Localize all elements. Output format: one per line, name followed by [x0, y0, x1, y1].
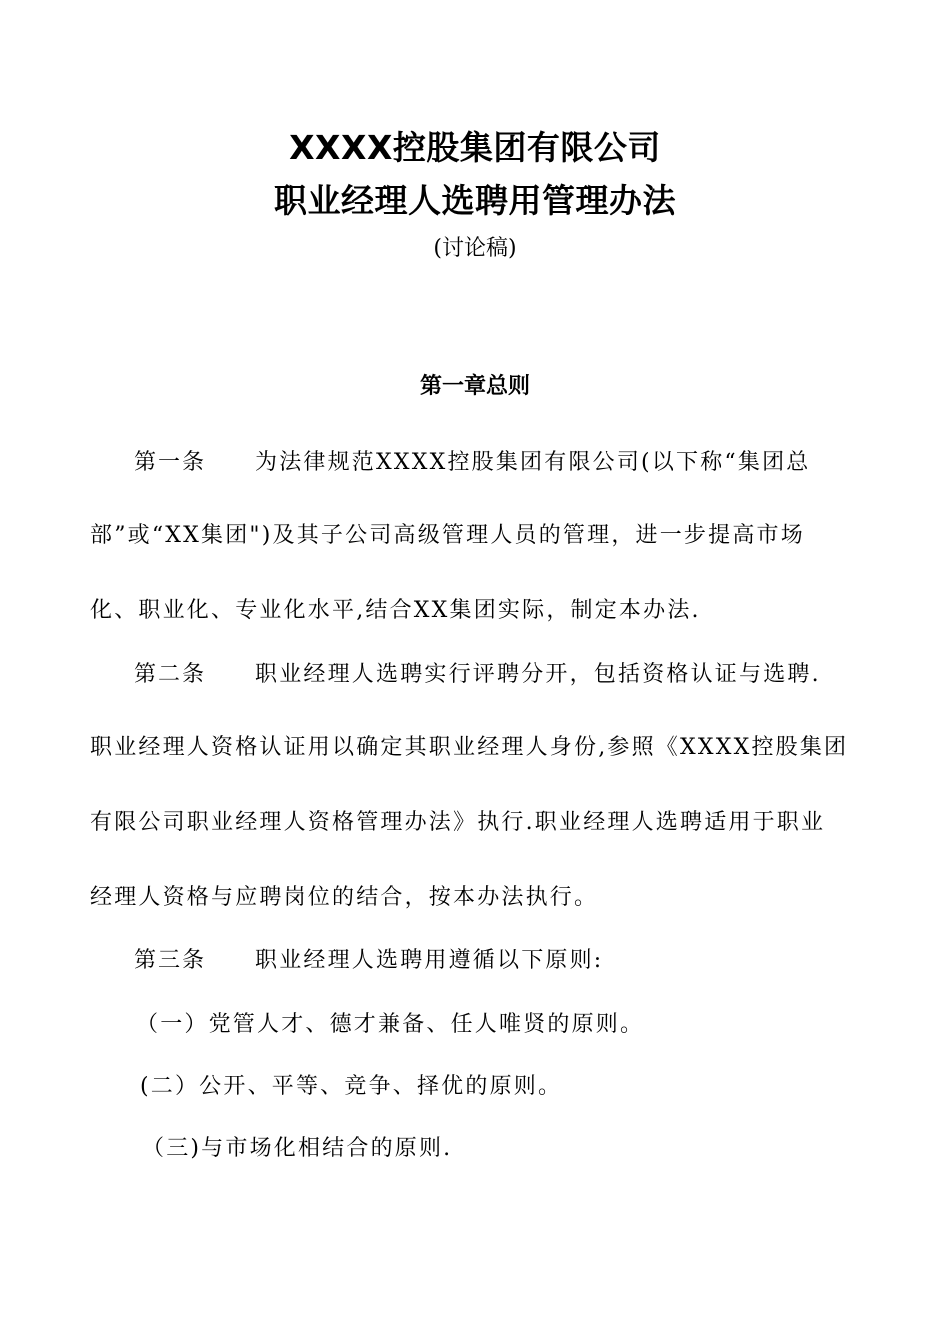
article-2-label: 第二条: [134, 662, 207, 687]
article-1-first-line: [134, 448, 874, 478]
article-2-line-2: 职业经理人资格认证用以确定其职业经理人身份,参照《XXXX控股集团: [90, 735, 849, 760]
article-1-label: 第一条: [134, 450, 207, 475]
article-2-line-3: 有限公司职业经理人资格管理办法》执行.职业经理人选聘适用于职业: [90, 810, 826, 835]
article-2-first-line: [134, 660, 874, 690]
document-title-line1: XXXX控股集团有限公司: [289, 128, 661, 167]
document-title-line2: 职业经理人选聘用管理办法: [274, 181, 676, 220]
principle-3: （三)与市场化相结合的原则.: [142, 1136, 453, 1161]
article-1-line-2: 部”或“XX集团")及其子公司高级管理人员的管理，进一步提高市场: [90, 523, 805, 548]
draft-note: (讨论稿): [433, 236, 517, 261]
article-1-line-3: 化、职业化、专业化水平,结合XX集团实际，制定本办法.: [90, 598, 701, 623]
principle-2: (二）公开、平等、竞争、择优的原则。: [140, 1074, 563, 1099]
article-3-text: 职业经理人选聘用遵循以下原则:: [255, 948, 604, 973]
article-1-text: 为法律规范XXXX控股集团有限公司(以下称“集团总: [255, 450, 811, 475]
article-3-first-line: [134, 946, 874, 976]
article-2-line-4: 经理人资格与应聘岗位的结合，按本办法执行。: [90, 885, 599, 910]
article-3-label: 第三条: [134, 948, 207, 973]
article-2-text: 职业经理人选聘实行评聘分开，包括资格认证与选聘.: [255, 662, 821, 687]
chapter-title: 第一章总则: [419, 374, 530, 399]
principle-1: （一）党管人才、德才兼备、任人唯贤的原则。: [136, 1012, 645, 1037]
